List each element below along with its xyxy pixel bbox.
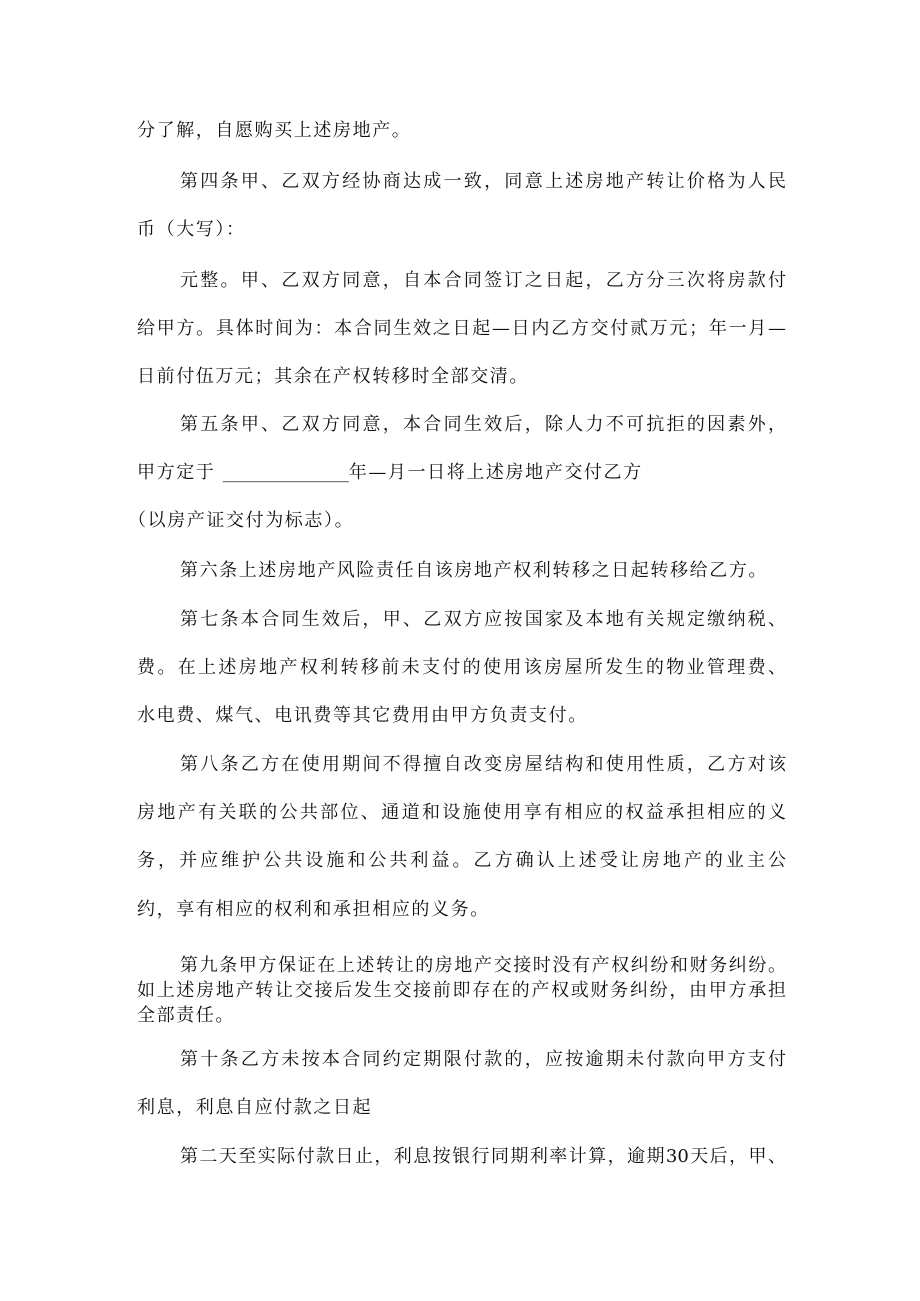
text-line: 第五条甲、乙双方同意，本合同生效后，除人力不可抗拒的因素外， [180, 414, 786, 435]
text-line: 费。在上述房地产权利转移前未支付的使用该房屋所发生的物业管理费、 [137, 657, 786, 678]
text-line: 水电费、煤气、电讯费等其它费用由甲方负责支付。 [137, 705, 588, 726]
text-line: 利息，利息自应付款之日起 [137, 1097, 373, 1118]
text-line: 第八条乙方在使用期间不得擅自改变房屋结构和使用性质，乙方对该 [180, 754, 786, 775]
text-line: 第九条甲方保证在上述转让的房地产交接时没有产权纠纷和财务纠纷。 [180, 955, 786, 976]
text-line: 元整。甲、乙双方同意，自本合同签订之日起，乙方分三次将房款付 [180, 270, 786, 291]
text-line: 务，并应维护公共设施和公共利益。乙方确认上述受让房地产的业主公 [137, 850, 786, 871]
text-line: 房地产有关联的公共部位、通道和设施使用享有相应的权益承担相应的义 [137, 802, 786, 823]
text-line: （以房产证交付为标志）。 [128, 510, 355, 531]
text-line: 约，享有相应的权利和承担相应的义务。 [137, 899, 490, 920]
text-line: 分了解，自愿购买上述房地产。 [137, 120, 412, 141]
text-line: 第四条甲、乙双方经协商达成一致，同意上述房地产转让价格为人民 [180, 171, 786, 192]
text-line: 日前付伍万元；其余在产权转移时全部交清。 [137, 366, 529, 387]
text-line: 币（大写）： [137, 219, 246, 240]
date-line [137, 461, 643, 485]
text-line: 如上述房地产转让交接后发生交接前即存在的产权或财务纠纷，由甲方承担 [137, 980, 786, 1001]
date-blank: ______________ [222, 462, 349, 483]
text-line: 第十条乙方未按本合同约定期限付款的，应按逾期未付款向甲方支付 [180, 1049, 786, 1070]
text-line: 第六条上述房地产风险责任自该房地产权利转移之日起转移给乙方。 [180, 560, 768, 581]
date-line-suffix: 年—月一日将上述房地产交付乙方 [348, 462, 643, 483]
text-line: 第七条本合同生效后，甲、乙双方应按国家及本地有关规定缴纳税、 [180, 609, 786, 630]
date-line-prefix: 甲方定于 [137, 462, 223, 483]
text-line: 给甲方。具体时间为：本合同生效之日起—日内乙方交付贰万元；年一月— [137, 318, 786, 339]
text-line: 第二天至实际付款日止，利息按银行同期利率计算，逾期30天后，甲、 [180, 1146, 786, 1167]
text-line: 全部责任。 [137, 1005, 235, 1026]
